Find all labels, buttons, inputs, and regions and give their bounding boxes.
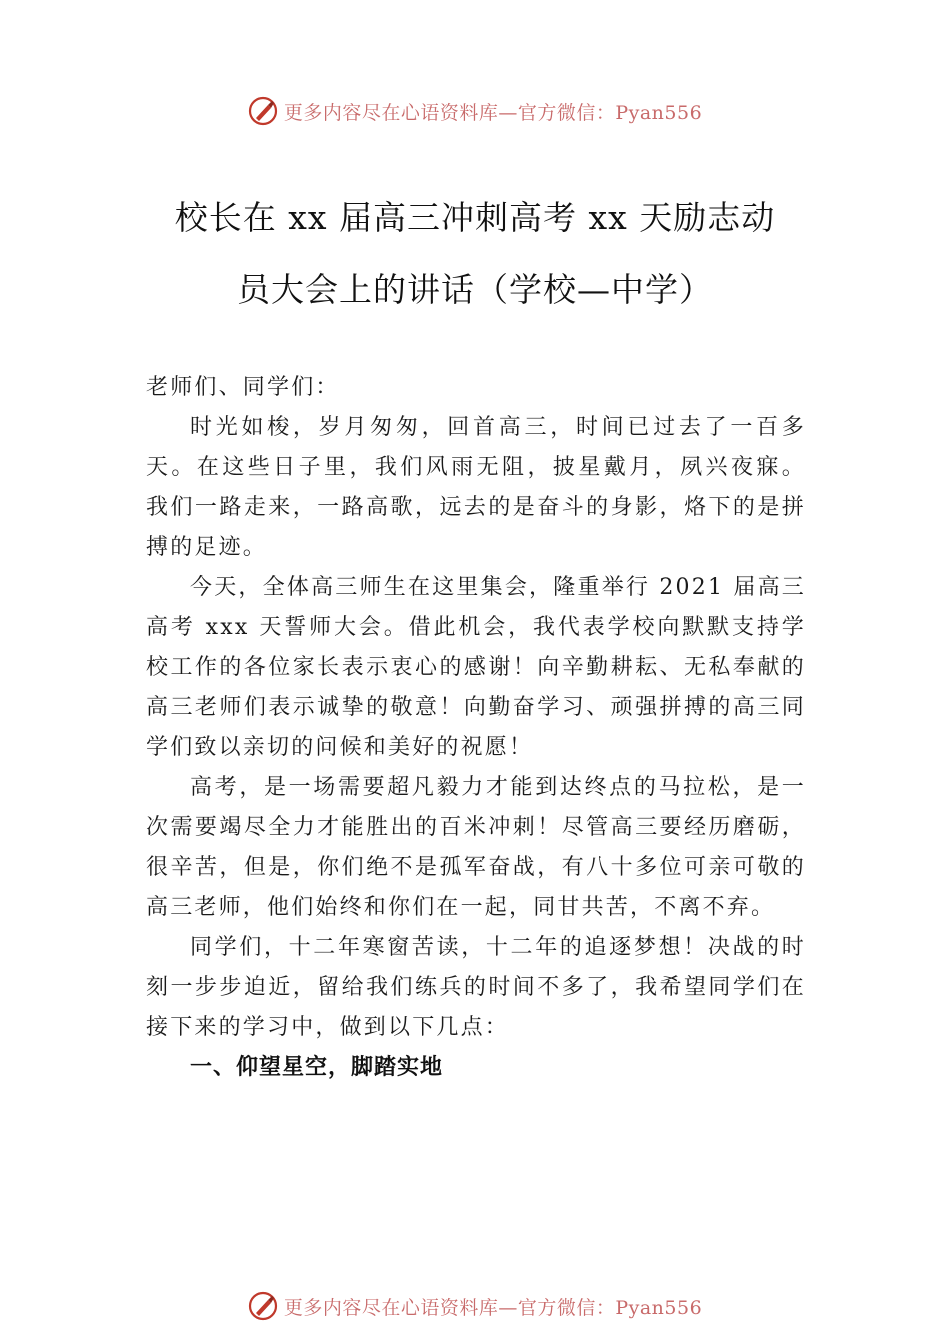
watermark-header: [0, 96, 950, 126]
section-heading-1: 一、仰望星空，脚踏实地: [190, 1055, 444, 1080]
pen-logo-icon: [248, 1291, 278, 1321]
paragraph-4: 同学们，十二年寒窗苦读，十二年的追逐梦想！决战的时刻一步步迫近，留给我们练兵的时间不多了，我希望同学们在接下来的学习中，做到以下几点：: [146, 935, 806, 1040]
watermark-text: 更多内容尽在心语资料库—官方微信：Pyan556: [283, 101, 703, 124]
greeting: 老师们、同学们：: [146, 375, 340, 400]
paragraph-3: 高考，是一场需要超凡毅力才能到达终点的马拉松，是一次需要竭尽全力才能胜出的百米冲刺！尽管高三要经历磨砺，很辛苦，但是，你们绝不是孤军奋战，有八十多位可亲可敬的高三老师，他们始终和你们在一起，同甘共苦，不离不弃。: [146, 775, 806, 920]
paragraph-2: 今天，全体高三师生在这里集会，隆重举行 2021 届高三高考 xxx 天誓师大会。借此机会，我代表学校向默默支持学校工作的各位家长表示衷心的感谢！向辛勤耕耘、无私奉献的高三老师们表示诚挚的敬意！向勤奋学习、顽强拼搏的高三同学们致以亲切的问候和美好的祝愿！: [146, 575, 806, 760]
title-line-1: 校长在 xx 届高三冲刺高考 xx 天励志动: [174, 198, 776, 237]
watermark-footer: [0, 1291, 950, 1321]
watermark-text: 更多内容尽在心语资料库—官方微信：Pyan556: [283, 1296, 703, 1319]
document-title: [0, 182, 950, 326]
document-body: [146, 368, 806, 1088]
title-line-2: 员大会上的讲话（学校—中学）: [237, 270, 713, 309]
paragraph-1: 时光如梭，岁月匆匆，回首高三，时间已过去了一百多天。在这些日子里，我们风雨无阻，披星戴月，夙兴夜寐。 我们一路走来，一路高歌，远去的是奋斗的身影，烙下的是拼搏的足迹。: [146, 415, 806, 560]
pen-logo-icon: [248, 96, 278, 126]
